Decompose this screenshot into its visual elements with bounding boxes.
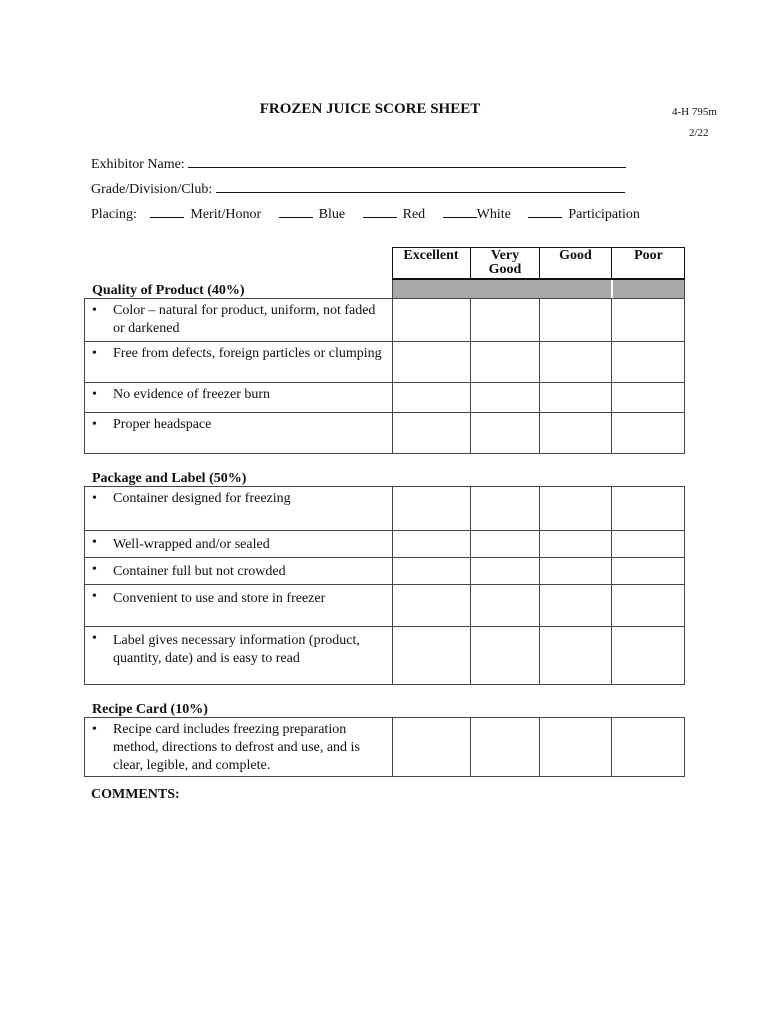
rating-cell-very-good[interactable] bbox=[470, 558, 471, 585]
rating-cell-excellent[interactable] bbox=[392, 627, 393, 684]
rating-cell-good[interactable] bbox=[539, 383, 540, 413]
col-excellent: Excellent bbox=[403, 248, 459, 263]
criterion-text: • Container designed for freezing bbox=[85, 487, 392, 531]
page-title: FROZEN JUICE SCORE SHEET bbox=[259, 101, 481, 117]
rating-cell-good[interactable] bbox=[539, 299, 540, 342]
criterion-text: • Label gives necessary information (product, quantity, date) and is easy to read bbox=[85, 627, 392, 684]
rating-cell-excellent[interactable] bbox=[392, 531, 393, 558]
criterion-text: • Well-wrapped and/or sealed bbox=[85, 531, 392, 558]
rating-cell-excellent[interactable] bbox=[392, 342, 393, 383]
grade-division-club-field[interactable] bbox=[91, 178, 625, 198]
rating-cell-excellent[interactable] bbox=[392, 558, 393, 585]
table-row bbox=[85, 299, 684, 342]
col-very-good: Very Good bbox=[470, 248, 539, 278]
placing-row bbox=[91, 204, 640, 223]
placing-option-white[interactable]: White bbox=[443, 207, 511, 222]
section-grid-quality bbox=[84, 298, 685, 454]
rating-cell-good[interactable] bbox=[539, 585, 540, 627]
criterion-text: • Proper headspace bbox=[85, 413, 392, 453]
rating-cell-good[interactable] bbox=[539, 413, 540, 453]
rating-cell-poor[interactable] bbox=[611, 487, 612, 531]
form-date: 2/22 bbox=[689, 127, 709, 139]
rating-cell-good[interactable] bbox=[539, 718, 540, 776]
exhibitor-name-label: Exhibitor Name: bbox=[91, 157, 185, 172]
grade-division-club-label: Grade/Division/Club: bbox=[91, 182, 213, 197]
placing-option-red[interactable]: Red bbox=[363, 207, 426, 222]
rating-cell-poor[interactable] bbox=[611, 718, 612, 776]
rating-cell-excellent[interactable] bbox=[392, 413, 393, 453]
rating-cell-very-good[interactable] bbox=[470, 585, 471, 627]
criterion-text: • Recipe card includes freezing preparation method, directions to defrost and use, and is clear, legible, and complete. bbox=[85, 718, 392, 776]
rating-cell-very-good[interactable] bbox=[470, 383, 471, 413]
exhibitor-name-field[interactable] bbox=[91, 153, 626, 173]
section-title-package: Package and Label (50%) bbox=[92, 471, 247, 486]
form-code: 4-H 795m bbox=[672, 106, 717, 118]
rating-cell-poor[interactable] bbox=[611, 558, 612, 585]
placing-option-merit[interactable]: Merit/Honor bbox=[150, 207, 261, 222]
criterion-text: • Convenient to use and store in freezer bbox=[85, 585, 392, 627]
rating-cell-poor[interactable] bbox=[611, 585, 612, 627]
rating-cell-excellent[interactable] bbox=[392, 487, 393, 531]
criterion-text: • Color – natural for product, uniform, not faded or darkened bbox=[85, 299, 392, 342]
rating-cell-excellent[interactable] bbox=[392, 585, 393, 627]
table-row bbox=[85, 626, 684, 684]
rating-cell-very-good[interactable] bbox=[470, 627, 471, 684]
comments-label: COMMENTS: bbox=[91, 787, 180, 802]
rating-cell-excellent[interactable] bbox=[392, 383, 393, 413]
placing-label: Placing: bbox=[91, 207, 137, 222]
rating-cell-very-good[interactable] bbox=[470, 718, 471, 776]
col-good: Good bbox=[539, 248, 611, 278]
section-title-recipe: Recipe Card (10%) bbox=[92, 702, 208, 717]
table-row bbox=[85, 530, 684, 558]
table-row bbox=[85, 557, 684, 585]
rating-cell-good[interactable] bbox=[539, 487, 540, 531]
criterion-text: • Container full but not crowded bbox=[85, 558, 392, 585]
table-row bbox=[85, 487, 684, 531]
table-row bbox=[85, 584, 684, 627]
table-row bbox=[85, 382, 684, 413]
rating-header bbox=[392, 247, 685, 280]
grade-division-club-line[interactable] bbox=[216, 178, 625, 193]
rating-cell-very-good[interactable] bbox=[470, 413, 471, 453]
rating-cell-good[interactable] bbox=[539, 531, 540, 558]
rating-cell-good[interactable] bbox=[539, 627, 540, 684]
criterion-text: • No evidence of freezer burn bbox=[85, 383, 392, 413]
section-grid-package bbox=[84, 486, 685, 685]
section-shade-quality bbox=[392, 280, 685, 298]
rating-cell-poor[interactable] bbox=[611, 342, 612, 383]
table-row bbox=[85, 718, 684, 776]
section-grid-recipe bbox=[84, 717, 685, 777]
rating-cell-excellent[interactable] bbox=[392, 718, 393, 776]
rating-cell-poor[interactable] bbox=[611, 413, 612, 453]
table-row bbox=[85, 412, 684, 453]
placing-option-participation[interactable]: Participation bbox=[528, 207, 640, 222]
rating-cell-very-good[interactable] bbox=[470, 487, 471, 531]
rating-cell-good[interactable] bbox=[539, 342, 540, 383]
rating-cell-very-good[interactable] bbox=[470, 531, 471, 558]
rating-cell-good[interactable] bbox=[539, 558, 540, 585]
rating-cell-poor[interactable] bbox=[611, 299, 612, 342]
table-row bbox=[85, 341, 684, 383]
rating-cell-poor[interactable] bbox=[611, 531, 612, 558]
section-title-quality: Quality of Product (40%) bbox=[92, 283, 245, 298]
col-poor: Poor bbox=[611, 248, 685, 278]
placing-option-blue[interactable]: Blue bbox=[279, 207, 345, 222]
rating-cell-poor[interactable] bbox=[611, 383, 612, 413]
criterion-text: • Free from defects, foreign particles or clumping bbox=[85, 342, 392, 383]
rating-cell-excellent[interactable] bbox=[392, 299, 393, 342]
exhibitor-name-line[interactable] bbox=[188, 153, 626, 168]
rating-cell-poor[interactable] bbox=[611, 627, 612, 684]
rating-cell-very-good[interactable] bbox=[470, 299, 471, 342]
rating-cell-very-good[interactable] bbox=[470, 342, 471, 383]
